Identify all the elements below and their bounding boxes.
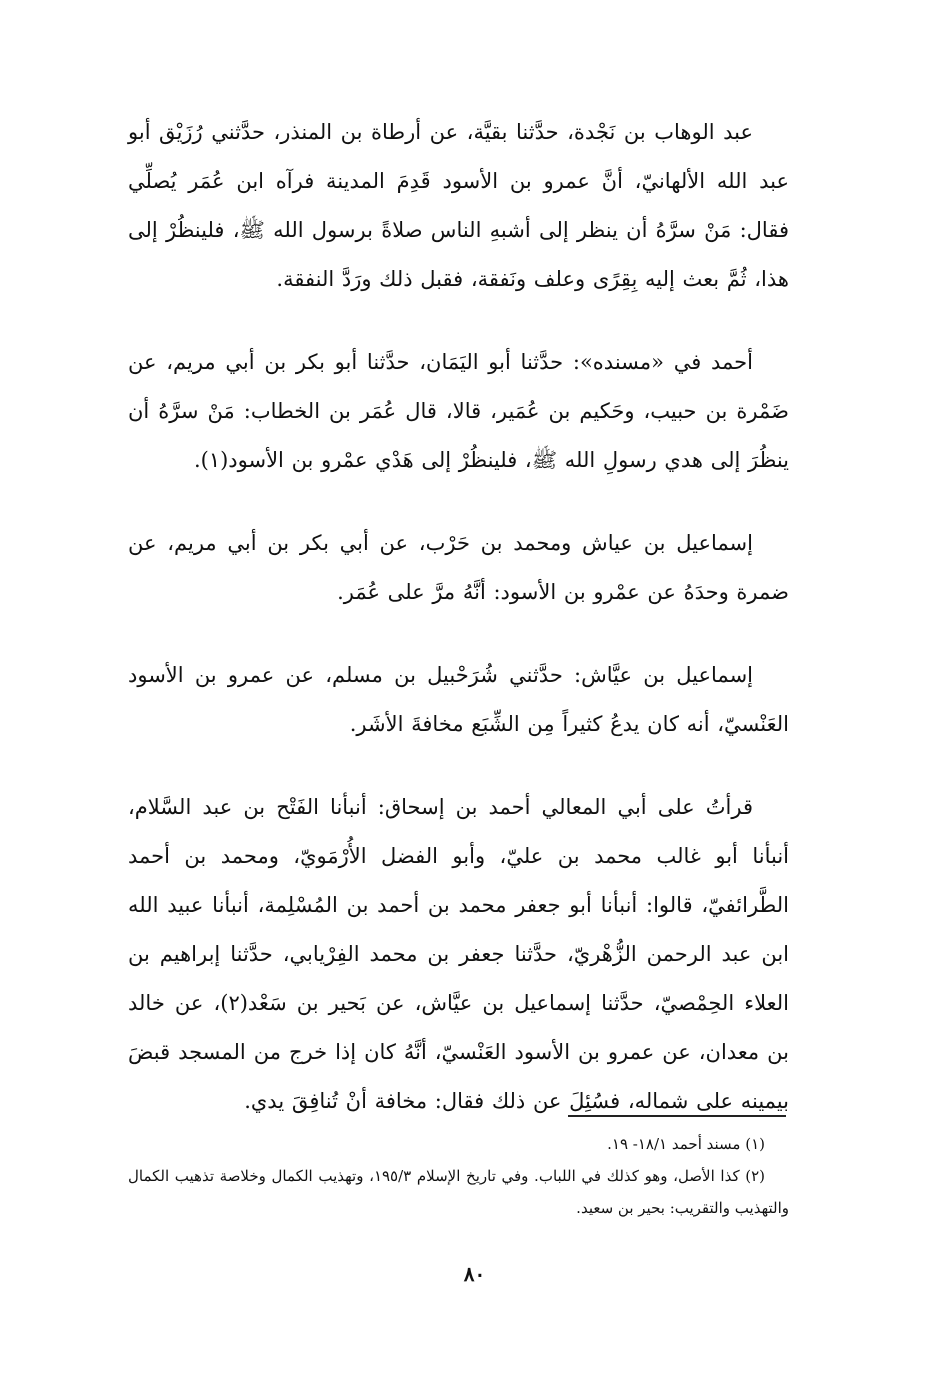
footnote-separator [568, 1115, 786, 1117]
paragraph-1: عبد الوهاب بن نَجْدة، حدَّثنا بقيَّة، عن أرطاة بن المنذر، حدَّثني رُزَيْق أبو عبد الله الألهانيّ، أنَّ عمرو بن الأسود قَدِمَ المدينة فرآه ابن عُمَر يُصلِّي فقال: مَنْ سرَّهُ أن ينظر إلى أشبهِ الناس صلاةً برسول الله ﷺ، فلينظُرْ إلى هذا، ثُمَّ بعث إليه بِقِرًى وعلف ونَفقة، فقبل ذلك ورَدَّ النفقة. [128, 120, 789, 291]
paragraph-4: إسماعيل بن عيَّاش: حدَّثني شُرَحْبيل بن مسلم، عن عمرو بن الأسود العَنْسيّ، أنه كان يدعُ كثيراً مِن الشِّبَع مخافةَ الأشَر. [128, 663, 789, 736]
paragraph-5: قرأتُ على أبي المعالي أحمد بن إسحاق: أنبأنا الفَتْح بن عبد السَّلام، أنبأنا أبو غالب محمد بن عليّ، وأبو الفضل الأُرْمَويّ، ومحمد بن أحمد الطَّرائفيّ، قالوا: أنبأنا أبو جعفر محمد بن أحمد بن المُسْلِمة، أنبأنا عبيد الله ابن عبد الرحمن الزُّهْريّ، حدَّثنا جعفر بن محمد الفِرْيابي، حدَّثنا إبراهيم بن العلاء الحِمْصيّ، حدَّثنا إسماعيل بن عيَّاش، عن بَحير بن سَعْد(٢)، عن خالد بن معدان، عن عمرو بن الأسود العَنْسيّ، أنَّهُ كان إذا خرج من المسجد قبضَ بيمينه على شماله، فسُئِلَ عن ذلك فقال: مخافة أنْ تُنافِقَ يدي. [128, 795, 789, 1113]
footnotes [128, 1128, 789, 1224]
footnote-1: (١) مسند أحمد ١٨/١- ١٩. [607, 1135, 765, 1153]
footnote-2: (٢) كذا الأصل، وهو كذلك في اللباب. وفي تاريخ الإسلام ١٩٥/٣، وتهذيب الكمال وخلاصة تذهيب الكمال والتهذيب والتقريب: بحير بن سعيد. [128, 1167, 789, 1217]
paragraph-2: أحمد في «مسنده»: حدَّثنا أبو اليَمَان، حدَّثنا أبو بكر بن أبي مريم، عن ضَمْرة بن حبيب، وحَكيم بن عُمَير، قالا، قال عُمَر بن الخطاب: مَنْ سرَّهُ أن ينظُرَ إلى هدي رسولِ الله ﷺ، فلينظُرْ إلى هَدْي عمْرو بن الأسود(١). [128, 350, 789, 472]
main-text [128, 108, 789, 1126]
page-number: ٨٠ [463, 1262, 486, 1286]
paragraph-3: إسماعيل بن عياش ومحمد بن حَرْب، عن أبي بكر بن أبي مريم، عن ضمرة وحدَهُ عن عمْرو بن الأسود: أنَّهُ مرَّ على عُمَر. [128, 531, 789, 604]
